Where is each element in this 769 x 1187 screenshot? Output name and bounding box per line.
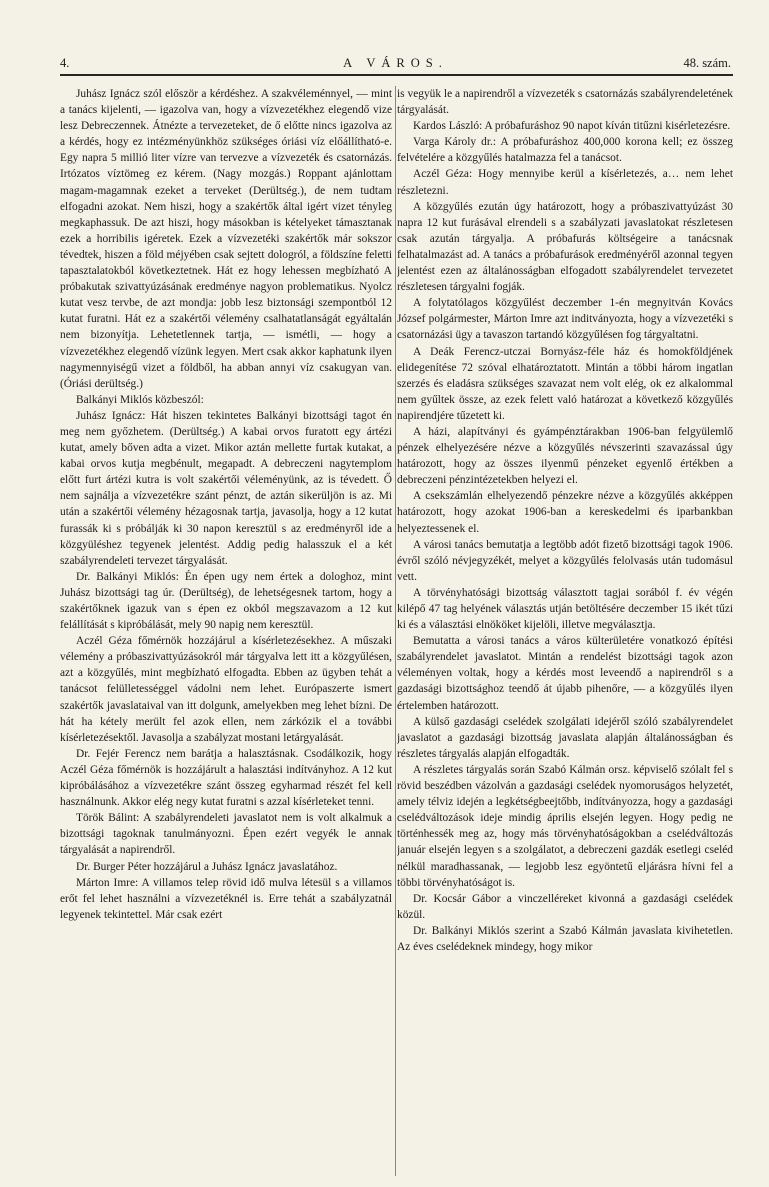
paragraph: A közgyűlés ezután úgy határozott, hogy a próbaszivattyúzást 30 napra 12 kut furásával elrendeli s a szabályzati javaslatokat részletesen csak azután tárgyalja. A próbafurás költségeire a tanácsnak felhatalmazást ad. A tanács a próbafurások eredményéről azonnal tegyen jelentést ezen az általánosságban elfogadott szabályrendelet tervezetet részletesen tárgyalni fogják.: [397, 200, 733, 294]
paragraph: Varga Károly dr.: A próbafuráshoz 400,000 korona kell; ez összeg felvételére a közgyűlés hatalmazza fel a tanácsot.: [397, 136, 733, 165]
paragraph: A házi, alapítványi és gyámpénztárakban 1906-ban felgyülemlő pénzek elhelyezésére nézve a közgyűlés névszerinti szavazással úgy határozott, hogy az összes ilyenmű pénzeket egyenlő értékben a debreczeni pénzintézetekben helyezi el.: [397, 425, 733, 487]
page-number: 4.: [60, 56, 70, 70]
paragraph: Dr. Balkányi Miklós: Én épen ugy nem értek a dologhoz, mint Juhász bizottsági tag úr. (Derültség), de lehetségesnek tartom, hogy a szakértőknek igazuk van s épen ez okból megszavazom a 12 kut felállítását s kipróbálását, mely 90 napig nem keresztül.: [60, 570, 392, 632]
publication-title: A VÁROS.: [343, 56, 448, 70]
paragraph: Aczél Géza: Hogy mennyibe kerül a kísérletezés, a… nem lehet részletezni.: [397, 168, 733, 197]
left-column: [60, 86, 392, 1182]
right-column: [397, 86, 733, 1182]
paragraph: A folytatólagos közgyűlést deczember 1-én megnyitván Kovács József polgármester, Márton Imre azt inditványozta, hogy a vízvezetéki s csatornázási ügy a tavaszon tartandó közgyűlésen fog tárgyaltatni.: [397, 297, 733, 342]
paragraph: Török Bálint: A szabályrendeleti javaslatot nem is volt alkalmuk a bizottsági tagoknak tanulmányozni. Épen ezért vegyék le annak tárgyalását a napirendről.: [60, 812, 392, 857]
paragraph: Balkányi Miklós közbeszól:: [76, 393, 204, 406]
paragraph: is vegyük le a napirendről a vízvezeték s csatornázás szabályrendeletének tárgyalását.: [397, 88, 733, 117]
issue-number: 48. szám.: [683, 56, 731, 70]
paragraph: A csekszámlán elhelyezendő pénzekre nézve a közgyűlés akképpen határozott, hogy azokat 1906-ban a kereskedelmi és iparbankban helyeztessenek el.: [397, 490, 733, 535]
paragraph: Kardos László: A próbafuráshoz 90 napot kíván titűzni kisérletezésre.: [413, 120, 731, 133]
paragraph: Juhász Ignácz szól először a kérdéshez. A szakvéleménnyel, — mint a tanács kijelenti, — igazolva van, hogy a vízvezetékhez elegendő vize lesz Debreczennek. Átnézte a tervezeteket, de ő előtte nincs igazolva az a kérdés, hogy ez intézményünkhöz szükséges óriási víz előállítható-e. Egy napra 5 millió liter vízre van tervezve a vízvezeték és csatornázás. Irtózatos víztömeg ez kérem. (Nagy mozgás.) Roppant ajánlottam magam-magamnak ezeket a terveket (Derültség.), de nem tudtam elfogadni azokat. Nem hiszi, hogy a szakértők által igért vizet tényleg megkaphassuk. De azt hiszi, hogy másokban is kételyeket támasztanak ezek a horribilis igéretek. Ezek a vízvezetéki szakértők már sokszor tévedtek, hiszen a föld méjyében csak sejtett dologról, a földszíne feletti tapasztalatokból következtetnek. Hát ez hogy lehessen megbízható A próbakutak szivattyúzásának eredménye nagyon problematikus. Nyolcz kutat vesz tervbe, de azt mondja: jobb lesz biztonsági szempontból 12 kutat furatni. Hát ez a szakértői vélemény csalhatatlanságát egyáltalán nem bizonyítja. Lehetetlennek tartja, — ismétli, — hogy a vízvezetékhez elegendő vízünk legyen. Mert csak akkor kaphatunk ilyen nagymennyiségű vizet a földből, ha abban annyi víz csakugyan van. (Óriási derültség.): [60, 88, 392, 390]
column-divider: [395, 86, 396, 1176]
paragraph: A Deák Ferencz-utczai Bornyász-féle ház és homokföldjének elidegenítése 72 szóval elhatároztatott. Mintán a többi három ingatlan szerzés és eladásra szükséges szavazat nem volt elég, ok ez alkalommal nem gyűltek össze, az ezek felett való határozat a következő közgyűlés napirendjére tűzetett ki.: [397, 345, 733, 422]
paragraph: Aczél Géza főmérnök hozzájárul a kísérletezésekhez. A műszaki vélemény a próbaszivattyúzásokról már tárgyalva lett itt a közgyűlésen, azt a közgyűlés, mint megbízható elfogadta. Ebben az ügyben tehát a tanácsot felülletességgel vádolni nem lehet. Európaszerte ismert szakértők javaslataival van itt dolgunk, amelyekben meg lehet bízni. De hát ha kétely merült fel azok ellen, nem zárkózik el a további kísérletezésektől. Javasolja a szabályzat mostani letárgyalását.: [60, 635, 392, 744]
paragraph: Juhász Ignácz: Hát hiszen tekintetes Balkányi bizottsági tagot én meg nem győzhetem. (Derültség.) A kabai orvos furatott egy ártézi kutat, amely bőven adta a vizet. Mikor aztán mellette furtak kutakat, a kabai orvos kutja megbénult, megapadt. A debreczeni nagytemplom előtt furt ártézi kutra is volt szakértői véleményünk, az is tévedett. Ő nem sajnálja a vízvezetékre szánt pénzt, de aztán sikerüljön is az. Mi után a szakértői vélemény hézagosnak tartja, javasolja, hogy a 12 kutat furassák ki s próbálják ki 30 napon keresztül s az eredményről ide a közgyüléshez tegyenek jelentést. Addig pedig halasszuk el a két szabályrendeleti tervezet tárgyalását.: [60, 409, 392, 567]
paragraph: Dr. Burger Péter hozzájárul a Juhász Ignácz javaslatához.: [76, 860, 338, 873]
paragraph: A részletes tárgyalás során Szabó Kálmán orsz. képviselő szólalt fel s rövid beszédben vázolván a gazdasági cselédek nyomoruságos helyzetét, amely télviz idején a legkétségbeejtőbb, indítványozza, hogy a gazdasági cselédváltozások ideje mindig április elsején legyen. Hogy pedig ne történhessék meg az, hogy más törvényhatóságokban a cselédváltozás január elsején legyen s a szolgálatot, a debreczeni gazdák esetlegi cseléd nélkül maradhassanak, — legjobb lesz egyöntetű eljárásra hívni fel a többi törvényhatóságot is.: [397, 763, 733, 889]
page-header: [60, 56, 731, 76]
paragraph: Dr. Fejér Ferencz nem barátja a halasztásnak. Csodálkozik, hogy Aczél Géza főmérnök is hozzájárult a halasztási indítványhoz. A 12 kut kipróbálásához a vízvezetékre szánt összeg egyharmad részét fel kell használnunk. Akkor elég negy kutat furatni s azzal kísérleteket tenni.: [60, 747, 392, 809]
paragraph: A városi tanács bemutatja a legtöbb adót fizető bizottsági tagok 1906. évről szóló névjegyzékét, melyet a közgyűlés felolvasás után tudomásul vett.: [397, 538, 733, 583]
paragraph: Dr. Balkányi Miklós szerint a Szabó Kálmán javaslata kivihetetlen. Az éves cselédeknek mindegy, hogy mikor: [397, 924, 733, 953]
paragraph: A törvényhatósági bizottság választott tagjai sorából f. év végén kilépő 47 tag helyének választás utján betöltésére deczember 15 ikét tűzi ki és a választási elnököket kijelöli, illetve megválasztja.: [397, 586, 733, 632]
paragraph: Márton Imre: A villamos telep rövid idő mulva létesül s a villamos erőt fel lehet használni a vízvezetéknél is. Erre tehát a szabályzatnál legyenek tekintettel. Már csak ezért: [60, 876, 392, 921]
paragraph: Dr. Kocsár Gábor a vinczelléreket kivonná a gazdasági cselédek közül.: [397, 892, 733, 921]
header-rule: [60, 74, 733, 76]
paragraph: A külső gazdasági cselédek szolgálati idejéről szóló szabályrendelet javaslatot a gazdasági bizottság javaslata alapján általánosságban és részletes tárgyalás alapján elfogadták.: [397, 715, 733, 760]
paragraph: Bemutatta a városi tanács a város külterületére vonatkozó építési szabályrendelet javaslatot. Mintán a rendelést bizottsági tagok azon véleményen voltak, hogy a kérdés most leveendő a napirendről s a gazdasági bizottsághoz teendő át újabb pihenőre, — a közgyűlés ilyen értelemben határozott.: [397, 635, 733, 712]
